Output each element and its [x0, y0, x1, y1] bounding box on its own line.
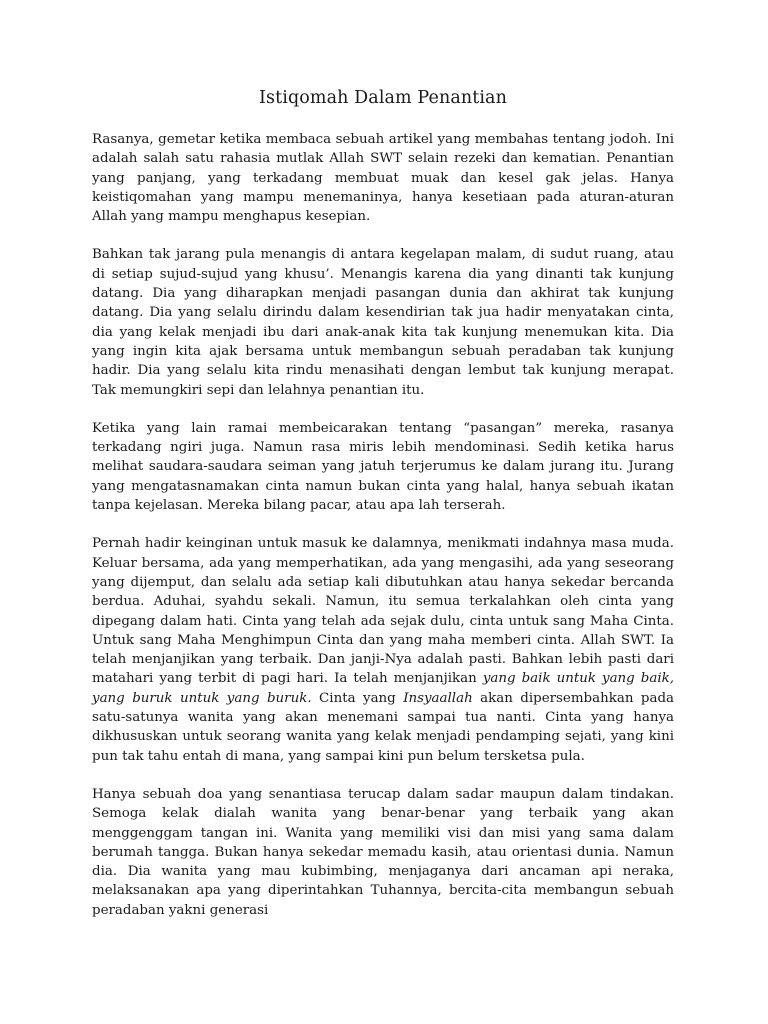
- paragraph-4-text-c: akan dipersembahkan pada satu-satunya wanita yang akan menemani sampai tua nanti. Cinta yang hanya dikhususkan untuk seorang wanita yang kelak menjadi pendamping sejati, yang kini pun tak tahu entah di mana, yang sampai kini pun belum tersketsa pula.: [92, 690, 675, 764]
- paragraph-4-italic-phrase: yang baik untuk yang baik, yang buruk untuk yang buruk.: [92, 671, 675, 706]
- paragraph-4-text-a: Pernah hadir keinginan untuk masuk ke dalamnya, menikmati indahnya masa muda. Keluar bersama, ada yang memperhatikan, ada yang mengasihi, ada yang seseorang yang dijemput, dan selalu ada setiap kali dibutuhkan atau hanya sekedar bercanda berdua. Aduhai, syahdu sekali. Namun, itu semua terkalahkan oleh cinta yang dipegang dalam hati. Cinta yang telah ada sejak dulu, cinta untuk sang Maha Cinta. Untuk sang Maha Menghimpun Cinta dan yang maha memberi cinta. Allah SWT. Ia telah menjanjikan yang terbaik. Dan janji-Nya adalah pasti. Bahkan lebih pasti dari matahari yang terbit di pagi hari. Ia telah menjanjikan: [92, 536, 674, 687]
- paragraph-2: Bahkan tak jarang pula menangis di antara kegelapan malam, di sudut ruang, atau di setiap sujud-sujud yang khusu’. Menangis karena dia yang dinanti tak kunjung datang. Dia yang diharapkan menjadi pasangan dunia dan akhirat tak kunjung datang. Dia yang selalu dirindu dalam kesendirian tak jua hadir menyatakan cinta, dia yang kelak menjadi ibu dari anak-anak kita tak kunjung menemukan kita. Dia yang ingin kita ajak bersama untuk membangun sebuah peradaban tak kunjung hadir. Dia yang selalu kita rindu menasihati dengan lembut tak kunjung merapat. Tak memungkiri sepi dan lelahnya penantian itu.: [92, 247, 674, 398]
- paragraph-4-italic-word: Insyaallah: [403, 690, 473, 706]
- paragraph-4: [92, 534, 674, 766]
- document-title: Istiqomah Dalam Penantian: [259, 88, 507, 108]
- document-page: [92, 88, 674, 939]
- paragraph-1: Rasanya, gemetar ketika membaca sebuah artikel yang membahas tentang jodoh. Ini adalah salah satu rahasia mutlak Allah SWT selain rezeki dan kematian. Penantian yang panjang, yang terkadang membuat muak dan kesel gak jelas. Hanya keistiqomahan yang mampu menemaninya, hanya kesetiaan pada aturan-aturan Allah yang mampu menghapus kesepian.: [92, 132, 674, 225]
- paragraph-3: Ketika yang lain ramai membeicarakan tentang “pasangan” mereka, rasanya terkadang ngiri juga. Namun rasa miris lebih mendominasi. Sedih ketika harus melihat saudara-saudara seiman yang jatuh terjerumus ke dalam jurang itu. Jurang yang mengatasnamakan cinta namun bukan cinta yang halal, hanya sebuah ikatan tanpa kejelasan. Mereka bilang pacar, atau apa lah terserah.: [92, 420, 674, 514]
- paragraph-4-text-b: Cinta yang: [311, 690, 404, 706]
- paragraph-5: Hanya sebuah doa yang senantiasa terucap dalam sadar maupun dalam tindakan. Semoga kelak dialah wanita yang benar-benar yang terbaik yang akan menggenggam tangan ini. Wanita yang memiliki visi dan misi yang sama dalam berumah tangga. Bukan hanya sekedar memadu kasih, atau orientasi dunia. Namun dia. Dia wanita yang mau kubimbing, menjaganya dari ancaman api neraka, melaksanakan apa yang diperintahkan Tuhannya, bercita-cita membangun sebuah peradaban yakni generasi: [92, 786, 674, 918]
